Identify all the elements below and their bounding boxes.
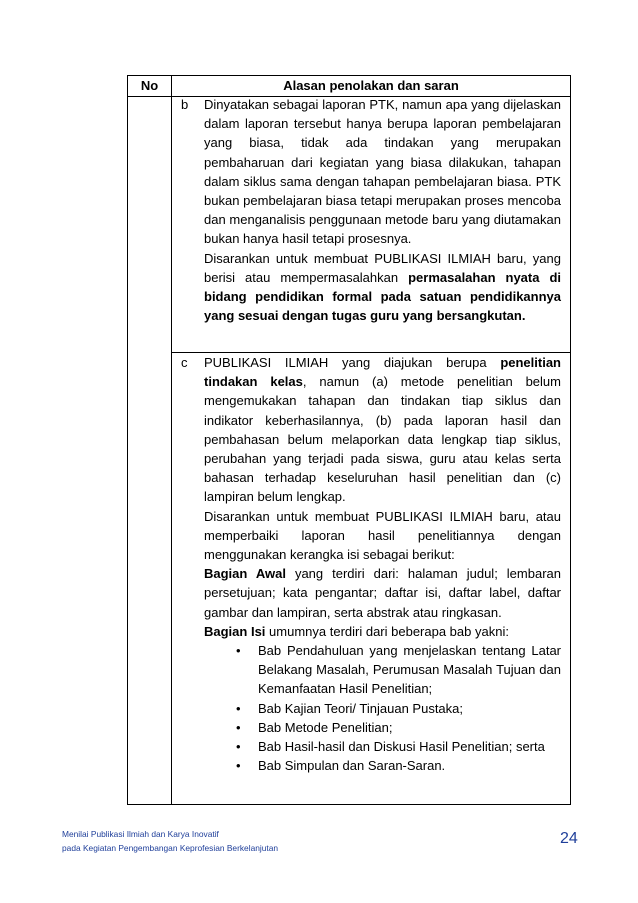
list-item xyxy=(204,699,561,718)
list-item-text: Bab Hasil-hasil dan Diskusi Hasil Penelitian; serta xyxy=(258,739,545,755)
row-b-suggestion-bold: permasalahan nyata di bidang pendidikan formal pada satuan pendidikannya yang sesuai dengan tugas guru yang bersangkutan. xyxy=(204,269,562,324)
row-c-letter: c xyxy=(181,355,188,370)
list-item xyxy=(204,718,561,737)
row-b-paragraph: Dinyatakan sebagai laporan PTK, namun apa yang dijelaskan dalam laporan tersebut hanya berupa laporan pembelajaran yang biasa, tidak ada tindakan yang merupakan pembaharuan dari kegiatan yang biasa dilakukan, tahapan dalam siklus sama dengan tahapan pembelajaran biasa. PTK bukan pembelajaran biasa tetapi merupakan proses mencoba dan menganalisis penggunaan metode baru yang diutamakan bukan hanya hasil tetapi prosesnya. xyxy=(204,97,561,247)
bagian-awal-text: yang terdiri dari: halaman judul; lembaran persetujuan; kata pengantar; daftar isi, daftar label, daftar gambar dan lampiran, serta abstrak atau ringkasan. xyxy=(204,566,561,620)
list-item-text: Bab Pendahuluan yang menjelaskan tentang Latar Belakang Masalah, Perumusan Masalah Tujuan dan Kemanfaatan Hasil Penelitian; xyxy=(258,643,561,697)
bagian-awal-label: Bagian Awal xyxy=(204,566,286,582)
bullet-icon: • xyxy=(236,758,241,774)
row-c-p1-bold: penelitian tindakan kelas xyxy=(204,355,561,390)
row-c-paragraph-1 xyxy=(204,353,561,507)
bagian-isi-label: Bagian Isi xyxy=(204,623,266,639)
footer-line-2: pada Kegiatan Pengembangan Keprofesian Berkelanjutan xyxy=(62,843,279,853)
row-b-suggestion-text: Disarankan untuk membuat PUBLIKASI ILMIAH baru, yang berisi atau mempermasalahkan xyxy=(204,250,561,285)
row-c-p1-text: PUBLIKASI ILMIAH yang diajukan berupa xyxy=(204,355,501,370)
bullet-icon: • xyxy=(236,700,241,716)
table-header xyxy=(128,75,570,97)
bagian-isi-text: umumnya terdiri dari beberapa bab yakni: xyxy=(265,623,509,639)
footer-line-1: Menilai Publikasi Ilmiah dan Karya Inovatif xyxy=(62,829,219,839)
rejection-reasons-table xyxy=(127,75,571,805)
header-reason: Alasan penolakan dan saran xyxy=(283,78,459,93)
list-item xyxy=(204,756,561,775)
bullet-icon: • xyxy=(236,739,241,755)
list-item xyxy=(204,641,561,699)
page-footer xyxy=(62,827,278,855)
bullet-icon: • xyxy=(236,643,241,659)
header-no: No xyxy=(128,76,172,96)
row-b-letter: b xyxy=(181,97,189,112)
row-b-content xyxy=(204,95,561,325)
row-c-paragraph-2: Disarankan untuk membuat PUBLIKASI ILMIAH baru, atau memperbaiki laporan hasil penelitiannya dengan menggunakan kerangka isi sebagai berikut: xyxy=(204,508,561,563)
chapter-list xyxy=(204,641,561,775)
page-number: 24 xyxy=(560,830,578,847)
row-c-p1-rest: , namun (a) metode penelitian belum mengemukakan tahapan dan tindakan tiap siklus dan indikator keberhasilannya, (b) pada laporan hasil dan pembahasan belum melaporkan data lengkap tiap siklus, perubahan yang terjadi pada siswa, guru atau kelas serta bahasan terhadap keseluruhan hasil penelitian dan (c) lampiran belum lengkap. xyxy=(204,374,561,505)
row-c-bagian-isi xyxy=(204,622,561,641)
list-item-text: Bab Kajian Teori/ Tinjauan Pustaka; xyxy=(258,700,464,716)
row-c-bagian-awal xyxy=(204,564,561,622)
row-c-content xyxy=(204,353,561,775)
row-b-suggestion xyxy=(204,249,561,326)
list-item-text: Bab Simpulan dan Saran-Saran. xyxy=(258,758,446,774)
list-item xyxy=(204,737,561,756)
column-divider xyxy=(171,95,172,804)
list-item-text: Bab Metode Penelitian; xyxy=(258,719,393,735)
bullet-icon: • xyxy=(236,719,241,735)
